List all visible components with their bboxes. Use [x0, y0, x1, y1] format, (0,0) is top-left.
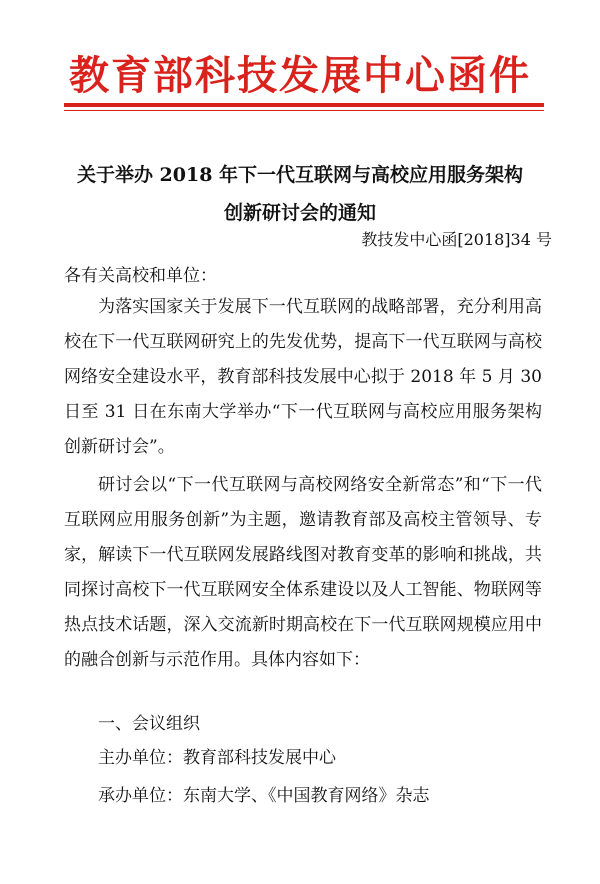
notice-title: [40, 156, 560, 232]
document-number: 教技发中心函[2018]34 号: [361, 230, 552, 249]
body-paragraph-2: 研讨会以“下一代互联网与高校网络安全新常态”和“下一代互联网应用服务创新”为主题，邀请教育部及高校主管领导、专家，解读下一代互联网发展路线图对教育变革的影响和挑战，共同探讨高校下一代互联网安全体系建设以及人工智能、物联网等热点技术话题，深入交流新时期高校在下一代互联网规模应用中的融合创新与示范作用。具体内容如下：: [64, 475, 542, 670]
letterhead-rule-thin: [64, 110, 544, 111]
notice-title-line1: 关于举办 2018 年下一代互联网与高校应用服务架构: [76, 164, 524, 186]
co-organizer-line: 承办单位：东南大学、《中国教育网络》杂志: [98, 786, 430, 806]
organizer-line: 主办单位：教育部科技发展中心: [98, 748, 336, 768]
salutation: 各有关高校和单位：: [64, 266, 217, 286]
body-paragraph-1: 为落实国家关于发展下一代互联网的战略部署，充分利用高校在下一代互联网研究上的先发优势，提高下一代互联网与高校网络安全建设水平，教育部科技发展中心拟于 2018 年 5 月 30 日至 31 日在东南大学举办“下一代互联网与高校应用服务架构创新研讨会”。: [64, 297, 542, 457]
letterhead-rule-thick: [64, 103, 544, 107]
section-heading-organization: 一、会议组织: [98, 714, 200, 734]
letterhead-title: 教育部科技发展中心函件: [69, 52, 531, 99]
notice-title-line2: 创新研讨会的通知: [223, 202, 376, 224]
